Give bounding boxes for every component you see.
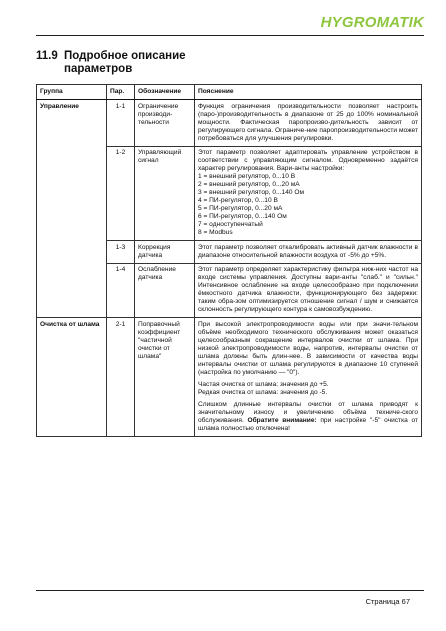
section-title-line1: Подробное описание xyxy=(64,50,186,62)
page-number: Страница 67 xyxy=(365,597,410,606)
table-header-row xyxy=(37,85,422,100)
param-name: Ослабление датчика xyxy=(135,263,195,318)
param-number: 1-1 xyxy=(107,100,135,147)
param-description: Функция ограничения производительности позволяет настроить (паро-)производительность в диапазоне от 25 до 100% номинальной мощности. Фактическая паропроизво-дительность зависит от регулирующего сигнала. Ограниче-ние паропроизводительности может потребоваться для улучшения регулировки. xyxy=(195,100,422,147)
group-cell: Управление xyxy=(37,100,107,318)
column-header-group: Группа xyxy=(37,85,107,100)
notice-label: Обратите внимание: xyxy=(247,416,317,424)
column-header-par: Пар. xyxy=(107,85,135,100)
header-rule xyxy=(36,35,424,36)
param-description: Этот параметр позволяет откалибровать активный датчик влажности в диапазоне относительной влажности воздуха от -5% до +5%. xyxy=(195,241,422,264)
section-title-line2: параметров xyxy=(64,63,133,75)
param-name: Коррекция датчика xyxy=(135,241,195,264)
param-number: 2-1 xyxy=(107,318,135,437)
param-name: Поправочный коэффициент "частичной очистки от шлама" xyxy=(135,318,195,437)
section-heading xyxy=(36,50,186,76)
param-name: Управляющий сигнал xyxy=(135,146,195,241)
section-number: 11.9 xyxy=(36,50,58,62)
column-header-name: Обозначение xyxy=(135,85,195,100)
table-row xyxy=(37,100,422,147)
param-name: Ограничение производи-тельности xyxy=(135,100,195,147)
param-number: 1-2 xyxy=(107,146,135,241)
table-row xyxy=(37,318,422,437)
param-description: Этот параметр определяет характеристику фильтра ниж-них частот на входе системы управления. Доступны вари-анты "слаб." и "сильн." Интенсивное ослабление на входе целесообразно при подключении ёмкостного датчика влажности, функционирующего без задержки: таким обра-зом оптимизируется отношение сигнал / шум и снижается склонность регулирующего контура к самовозбуждению. xyxy=(195,263,422,318)
parameter-table xyxy=(36,84,422,437)
footer-rule xyxy=(36,590,424,591)
param-description: При высокой электропроводимости воды или при значи-тельном объёме необходимого технического обслуживания может оказаться целесообразным сокращение интервалов очистки от шлама. При низкой электропроводимости воды, напротив, интервалы очистки от шлама должны быть длин-нее. В зависимости от качества воды интервалы очистки от шлама регулируются в диапазоне 10 ступеней (настройка по умолчанию — "0"). Частая очистка от шлама: значения до +5. Редкая очистка от шлама: значения до -5. Слишком длинные интервалы очистки от шлама приводят к значительному износу и увеличению объёма техниче-ского обслуживания. Обратите внимание: при настройке "-5" очистка от шлама полностью отключена! xyxy=(195,318,422,437)
param-number: 1-3 xyxy=(107,241,135,264)
hygromatik-logo: HYGROMATIK xyxy=(320,14,424,31)
param-number: 1-4 xyxy=(107,263,135,318)
column-header-description: Пояснение xyxy=(195,85,422,100)
param-description: Этот параметр позволяет адаптировать управление устройством в соответствии с управляющим сигналом. Одновременно задаётся характер регулирования. Вари-анты настройки: 1 = внешний регулятор, 0...10 В 2 = внешний регулятор, 0...20 мА 3 = внешний регулятор, 0...140 Ом 4 = ПИ-регулятор, 0...10 В 5 = ПИ-регулятор, 0...20 мА 6 = ПИ-регулятор, 0...140 Ом 7 = одноступенчатый 8 = Modbus xyxy=(195,146,422,241)
group-cell: Очистка от шлама xyxy=(37,318,107,437)
